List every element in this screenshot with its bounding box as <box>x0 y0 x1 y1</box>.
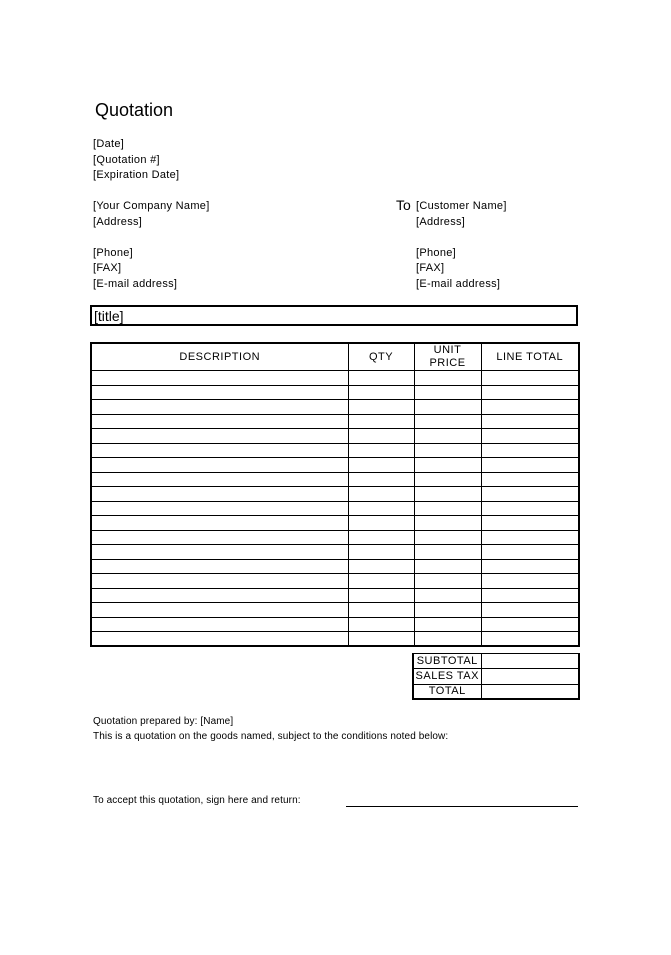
qty-cell[interactable] <box>348 559 414 574</box>
qty-cell[interactable] <box>348 617 414 632</box>
unit-price-cell[interactable] <box>414 458 481 473</box>
line-total-cell[interactable] <box>481 574 579 589</box>
table-row <box>91 385 579 400</box>
line-total-cell[interactable] <box>481 632 579 647</box>
line-total-cell[interactable] <box>481 414 579 429</box>
table-row <box>91 516 579 531</box>
line-total-cell[interactable] <box>481 559 579 574</box>
header-unit-price: UNIT PRICE <box>414 343 481 371</box>
table-row <box>91 632 579 647</box>
unit-price-cell[interactable] <box>414 472 481 487</box>
signature-line[interactable] <box>346 806 578 807</box>
line-total-cell[interactable] <box>481 429 579 444</box>
description-cell[interactable] <box>91 487 348 502</box>
qty-cell[interactable] <box>348 545 414 560</box>
line-total-cell[interactable] <box>481 603 579 618</box>
qty-cell[interactable] <box>348 458 414 473</box>
description-cell[interactable] <box>91 414 348 429</box>
subtotal-value[interactable] <box>481 654 579 669</box>
line-items-table <box>90 342 580 647</box>
table-row <box>91 559 579 574</box>
table-row <box>91 501 579 516</box>
unit-price-cell[interactable] <box>414 443 481 458</box>
qty-cell[interactable] <box>348 414 414 429</box>
customer-fax-field[interactable]: [FAX] <box>416 262 445 274</box>
unit-price-cell[interactable] <box>414 574 481 589</box>
total-label: TOTAL <box>413 684 481 699</box>
sender-phone-field[interactable]: [Phone] <box>93 246 134 259</box>
header-description: DESCRIPTION <box>91 343 348 371</box>
unit-price-cell[interactable] <box>414 530 481 545</box>
line-total-cell[interactable] <box>481 472 579 487</box>
recipient-block <box>416 199 507 292</box>
date-field[interactable]: [Date] <box>93 138 125 150</box>
qty-cell[interactable] <box>348 501 414 516</box>
line-total-cell[interactable] <box>481 487 579 502</box>
description-cell[interactable] <box>91 603 348 618</box>
document-title: Quotation <box>95 100 174 120</box>
table-row <box>91 400 579 415</box>
table-row <box>91 371 579 386</box>
description-cell[interactable] <box>91 371 348 386</box>
customer-address-field[interactable]: [Address] <box>416 215 466 228</box>
table-row <box>91 574 579 589</box>
customer-name-field[interactable]: [Customer Name] <box>416 200 507 212</box>
unit-price-cell[interactable] <box>414 487 481 502</box>
table-row <box>91 443 579 458</box>
total-row <box>413 684 579 699</box>
sender-fax-field[interactable]: [FAX] <box>93 262 122 274</box>
description-cell[interactable] <box>91 617 348 632</box>
description-cell[interactable] <box>91 458 348 473</box>
table-row <box>91 603 579 618</box>
conditions-note: This is a quotation on the goods named, subject to the conditions noted below: <box>93 731 449 742</box>
sender-address-field[interactable]: [Address] <box>93 215 143 228</box>
qty-cell[interactable] <box>348 400 414 415</box>
line-total-cell[interactable] <box>481 516 579 531</box>
table-row <box>91 545 579 560</box>
sender-email-field[interactable]: [E-mail address] <box>93 277 178 290</box>
unit-price-cell[interactable] <box>414 632 481 647</box>
description-cell[interactable] <box>91 516 348 531</box>
line-total-cell[interactable] <box>481 458 579 473</box>
description-cell[interactable] <box>91 429 348 444</box>
customer-phone-field[interactable]: [Phone] <box>416 246 457 259</box>
sender-company-field[interactable]: [Your Company Name] <box>93 200 210 212</box>
unit-price-cell[interactable] <box>414 545 481 560</box>
unit-price-cell[interactable] <box>414 617 481 632</box>
qty-cell[interactable] <box>348 516 414 531</box>
header-line-total: LINE TOTAL <box>481 343 579 371</box>
prepared-by-text: Quotation prepared by: [Name] <box>93 716 234 727</box>
description-cell[interactable] <box>91 385 348 400</box>
description-cell[interactable] <box>91 443 348 458</box>
qty-cell[interactable] <box>348 472 414 487</box>
table-row <box>91 487 579 502</box>
description-cell[interactable] <box>91 400 348 415</box>
line-total-cell[interactable] <box>481 617 579 632</box>
table-row <box>91 414 579 429</box>
table-row <box>91 458 579 473</box>
unit-price-cell[interactable] <box>414 371 481 386</box>
qty-cell[interactable] <box>348 385 414 400</box>
unit-price-cell[interactable] <box>414 429 481 444</box>
qty-cell[interactable] <box>348 603 414 618</box>
unit-price-cell[interactable] <box>414 603 481 618</box>
qty-cell[interactable] <box>348 588 414 603</box>
description-cell[interactable] <box>91 501 348 516</box>
line-total-cell[interactable] <box>481 371 579 386</box>
line-total-cell[interactable] <box>481 545 579 560</box>
unit-price-cell[interactable] <box>414 385 481 400</box>
subtotal-row <box>413 654 579 669</box>
qty-cell[interactable] <box>348 487 414 502</box>
to-label: To <box>396 197 411 213</box>
table-row <box>91 429 579 444</box>
description-cell[interactable] <box>91 588 348 603</box>
qty-cell[interactable] <box>348 530 414 545</box>
table-header-row <box>91 343 579 371</box>
unit-price-cell[interactable] <box>414 501 481 516</box>
description-cell[interactable] <box>91 545 348 560</box>
qty-cell[interactable] <box>348 429 414 444</box>
line-total-cell[interactable] <box>481 530 579 545</box>
line-total-cell[interactable] <box>481 443 579 458</box>
sales-tax-label: SALES TAX <box>413 669 481 684</box>
qty-cell[interactable] <box>348 443 414 458</box>
unit-price-cell[interactable] <box>414 400 481 415</box>
sales-tax-value[interactable] <box>481 669 579 684</box>
customer-email-field[interactable]: [E-mail address] <box>416 277 501 290</box>
unit-price-cell[interactable] <box>414 414 481 429</box>
table-row <box>91 472 579 487</box>
header-qty: QTY <box>348 343 414 371</box>
table-row <box>91 530 579 545</box>
description-cell[interactable] <box>91 559 348 574</box>
quotation-number-field[interactable]: [Quotation #] <box>93 153 160 166</box>
accept-instruction: To accept this quotation, sign here and return: <box>93 795 301 806</box>
description-cell[interactable] <box>91 574 348 589</box>
qty-cell[interactable] <box>348 632 414 647</box>
qty-cell[interactable] <box>348 371 414 386</box>
line-items-body <box>91 371 579 647</box>
line-total-cell[interactable] <box>481 501 579 516</box>
sender-block <box>93 199 210 292</box>
unit-price-cell[interactable] <box>414 516 481 531</box>
description-cell[interactable] <box>91 632 348 647</box>
line-total-cell[interactable] <box>481 588 579 603</box>
qty-cell[interactable] <box>348 574 414 589</box>
line-total-cell[interactable] <box>481 400 579 415</box>
description-cell[interactable] <box>91 530 348 545</box>
sales-tax-row <box>413 669 579 684</box>
table-row <box>91 588 579 603</box>
total-value[interactable] <box>481 684 579 699</box>
totals-table <box>412 653 580 700</box>
unit-price-cell[interactable] <box>414 559 481 574</box>
line-total-cell[interactable] <box>481 385 579 400</box>
table-row <box>91 617 579 632</box>
description-cell[interactable] <box>91 472 348 487</box>
quote-meta <box>93 137 179 184</box>
quote-title-field[interactable]: [title] <box>90 305 578 326</box>
expiration-date-field[interactable]: [Expiration Date] <box>93 169 180 181</box>
unit-price-cell[interactable] <box>414 588 481 603</box>
subtotal-label: SUBTOTAL <box>413 654 481 669</box>
